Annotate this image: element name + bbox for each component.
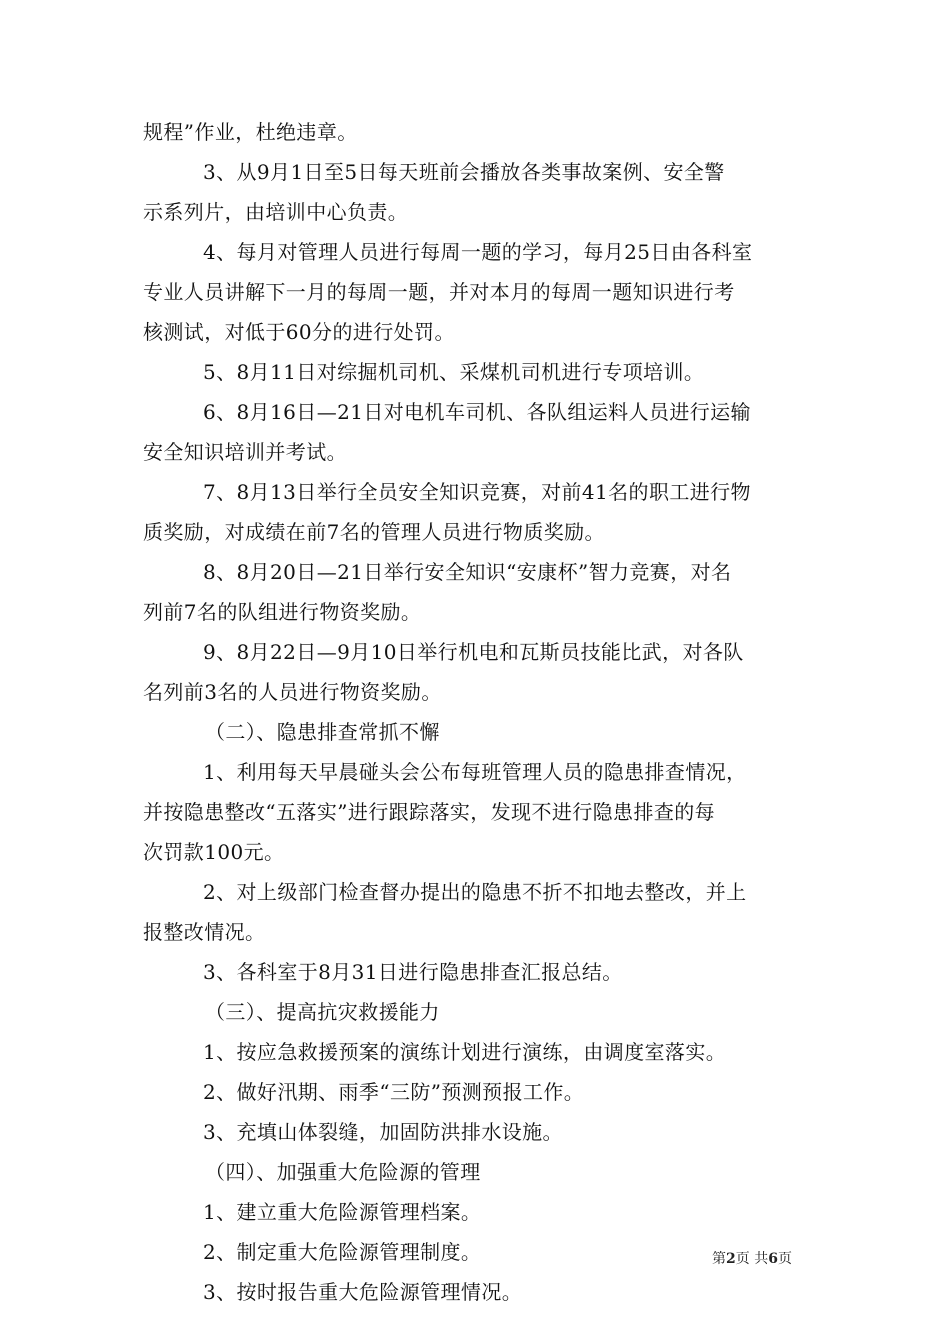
paragraph-line: 1、建立重大危险源管理档案。: [203, 1200, 482, 1224]
paragraph-line: 2、制定重大危险源管理制度。: [203, 1240, 482, 1264]
paragraph-line: 示系列片，由培训中心负责。: [143, 200, 409, 224]
paragraph-line: 6、8月16日—21日对电机车司机、各队组运料人员进行运输: [203, 400, 751, 424]
paragraph-line: 并按隐患整改“五落实”进行跟踪落实，发现不进行隐患排查的每: [143, 800, 716, 824]
paragraph-line: 报整改情况。: [143, 920, 266, 944]
paragraph-line: 8、8月20日—21日举行安全知识“安康杯”智力竞赛，对名: [203, 560, 732, 584]
paragraph-line: 4、每月对管理人员进行每周一题的学习，每月25日由各科室: [203, 240, 753, 264]
paragraph-line: 2、做好汛期、雨季“三防”预测预报工作。: [203, 1080, 585, 1104]
section-heading: （三）、提高抗灾救援能力: [205, 1000, 440, 1024]
total-page-number: 6: [768, 1251, 778, 1267]
document-body: [143, 112, 808, 1312]
page-number-footer: [712, 1248, 792, 1268]
section-heading: （二）、隐患排查常抓不懈: [205, 720, 440, 744]
paragraph-line: 1、利用每天早晨碰头会公布每班管理人员的隐患排查情况，: [203, 760, 747, 784]
paragraph-line: 列前7名的队组进行物资奖励。: [143, 600, 422, 624]
page-middle: 页 共: [735, 1251, 769, 1267]
page-prefix: 第: [712, 1251, 726, 1267]
section-heading: （四）、加强重大危险源的管理: [205, 1160, 481, 1184]
paragraph-line: 7、8月13日举行全员安全知识竞赛，对前41名的职工进行物: [203, 480, 751, 504]
paragraph-line: 规程”作业，杜绝违章。: [143, 120, 358, 144]
paragraph-line: 安全知识培训并考试。: [143, 440, 347, 464]
paragraph-line: 次罚款100元。: [143, 840, 285, 864]
paragraph-line: 9、8月22日—9月10日举行机电和瓦斯员技能比武，对各队: [203, 640, 744, 664]
paragraph-line: 名列前3名的人员进行物资奖励。: [143, 680, 442, 704]
paragraph-line: 5、8月11日对综掘机司机、采煤机司机进行专项培训。: [203, 360, 705, 384]
paragraph-line: 3、按时报告重大危险源管理情况。: [203, 1280, 523, 1304]
paragraph-line: 3、各科室于8月31日进行隐患排查汇报总结。: [203, 960, 623, 984]
paragraph-line: 核测试，对低于60分的进行处罚。: [143, 320, 455, 344]
paragraph-line: 3、充填山体裂缝，加固防洪排水设施。: [203, 1120, 563, 1144]
paragraph-line: 质奖励，对成绩在前7名的管理人员进行物质奖励。: [143, 520, 605, 544]
paragraph-line: 1、按应急救援预案的演练计划进行演练，由调度室落实。: [203, 1040, 727, 1064]
paragraph-line: 3、从9月1日至5日每天班前会播放各类事故案例、安全警: [203, 160, 725, 184]
paragraph-line: 2、对上级部门检查督办提出的隐患不折不扣地去整改，并上: [203, 880, 747, 904]
current-page-number: 2: [726, 1251, 736, 1267]
paragraph-line: 专业人员讲解下一月的每周一题，并对本月的每周一题知识进行考: [143, 280, 735, 304]
page-suffix: 页: [777, 1251, 792, 1267]
